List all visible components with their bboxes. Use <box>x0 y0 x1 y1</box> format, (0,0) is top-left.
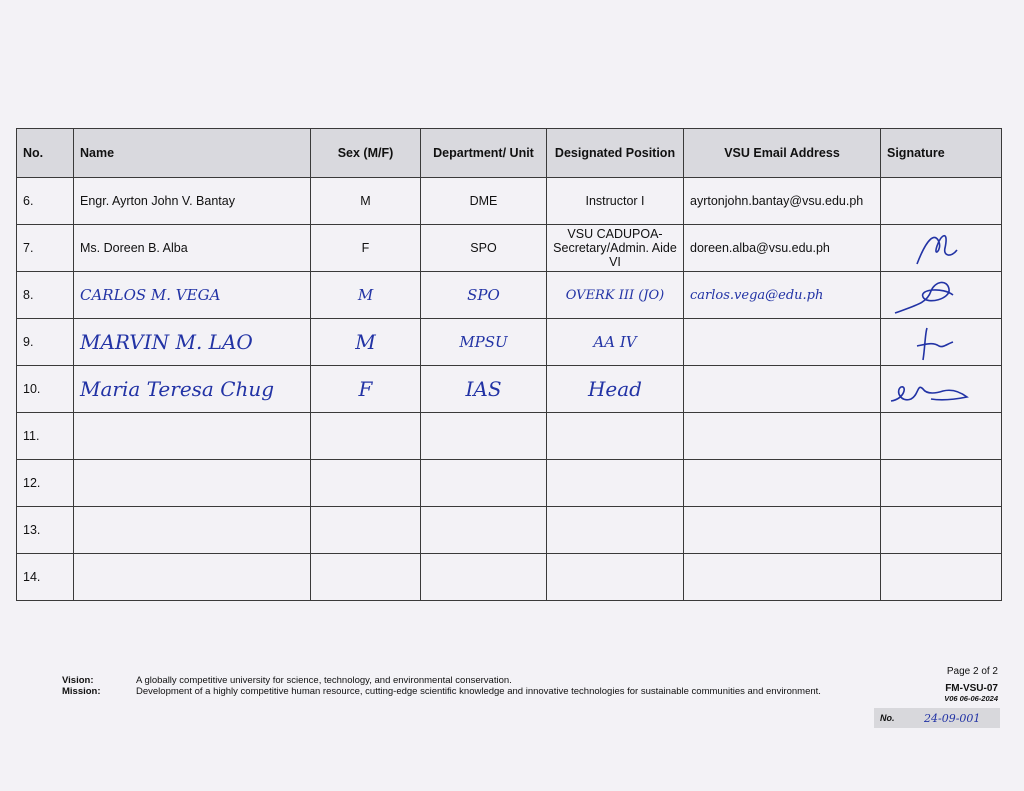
attendee-department <box>421 507 547 554</box>
attendee-sex: F <box>311 225 421 272</box>
attendee-sex <box>311 507 421 554</box>
attendee-position: Head <box>547 366 684 413</box>
page-info <box>944 666 998 703</box>
attendee-email: doreen.alba@vsu.edu.ph <box>684 225 881 272</box>
attendee-position <box>547 507 684 554</box>
header-name: Name <box>74 129 311 178</box>
attendee-name <box>74 413 311 460</box>
header-signature: Signature <box>881 129 1002 178</box>
attendee-position <box>547 460 684 507</box>
attendee-email: ayrtonjohn.bantay@vsu.edu.ph <box>684 178 881 225</box>
table-row <box>17 554 1002 601</box>
row-number: 12. <box>17 460 74 507</box>
attendee-name <box>74 554 311 601</box>
attendee-name: MARVIN M. LAO <box>74 319 311 366</box>
attendee-signature <box>881 225 1002 272</box>
header-no: No. <box>17 129 74 178</box>
attendee-email <box>684 507 881 554</box>
row-number: 13. <box>17 507 74 554</box>
control-number-value: 24-09-001 <box>924 711 981 725</box>
attendee-department: SPO <box>421 272 547 319</box>
vision-label: Vision: <box>62 675 94 686</box>
attendee-sex <box>311 460 421 507</box>
attendee-department: SPO <box>421 225 547 272</box>
row-number: 11. <box>17 413 74 460</box>
table-row <box>17 225 1002 272</box>
row-number: 10. <box>17 366 74 413</box>
control-number-box <box>874 708 1000 728</box>
attendee-department: DME <box>421 178 547 225</box>
row-number: 8. <box>17 272 74 319</box>
handwritten-signature-icon <box>887 369 987 409</box>
attendee-department: IAS <box>421 366 547 413</box>
attendee-email <box>684 554 881 601</box>
attendance-table <box>16 128 1002 601</box>
attendee-signature <box>881 413 1002 460</box>
attendee-email <box>684 413 881 460</box>
attendee-sex: M <box>311 178 421 225</box>
vision-row <box>62 675 826 686</box>
attendee-position: Instructor I <box>547 178 684 225</box>
attendee-name: Engr. Ayrton John V. Bantay <box>74 178 311 225</box>
attendee-signature <box>881 178 1002 225</box>
control-number-label: No. <box>880 713 895 723</box>
attendee-sex: F <box>311 366 421 413</box>
attendee-signature <box>881 272 1002 319</box>
attendee-signature <box>881 554 1002 601</box>
header-sex: Sex (M/F) <box>311 129 421 178</box>
header-email: VSU Email Address <box>684 129 881 178</box>
attendee-sex: M <box>311 319 421 366</box>
attendee-name <box>74 507 311 554</box>
attendee-name: Ms. Doreen B. Alba <box>74 225 311 272</box>
handwritten-signature-icon <box>887 228 987 268</box>
mission-text: Development of a highly competitive human resource, cutting-edge scientific knowledge and innovative technologies for sustainable communities and environment. <box>136 686 821 697</box>
table-row <box>17 319 1002 366</box>
header-position: Designated Position <box>547 129 684 178</box>
table-row <box>17 366 1002 413</box>
attendee-email: carlos.vega@edu.ph <box>684 272 881 319</box>
attendee-department <box>421 460 547 507</box>
attendee-sex: M <box>311 272 421 319</box>
handwritten-signature-icon <box>887 322 987 362</box>
vision-text: A globally competitive university for science, technology, and environmental conservation. <box>136 675 512 686</box>
handwritten-signature-icon <box>887 275 987 315</box>
attendee-signature <box>881 460 1002 507</box>
row-number: 7. <box>17 225 74 272</box>
attendee-email <box>684 319 881 366</box>
attendee-email <box>684 460 881 507</box>
attendee-department <box>421 413 547 460</box>
attendee-name: Maria Teresa Chug <box>74 366 311 413</box>
row-number: 6. <box>17 178 74 225</box>
attendee-position <box>547 413 684 460</box>
attendee-sex <box>311 554 421 601</box>
table-row <box>17 507 1002 554</box>
form-code: FM-VSU-07 <box>945 683 998 694</box>
table-header-row <box>17 129 1002 178</box>
header-department: Department/ Unit <box>421 129 547 178</box>
attendee-name: CARLOS M. VEGA <box>74 272 311 319</box>
row-number: 14. <box>17 554 74 601</box>
attendee-position: VSU CADUPOA-Secretary/Admin. Aide VI <box>547 225 684 272</box>
attendee-signature <box>881 507 1002 554</box>
form-version: V06 06-06-2024 <box>944 694 998 703</box>
attendee-department: MPSU <box>421 319 547 366</box>
attendee-sex <box>311 413 421 460</box>
table-row <box>17 460 1002 507</box>
attendee-email <box>684 366 881 413</box>
table-row <box>17 413 1002 460</box>
table-row <box>17 272 1002 319</box>
attendee-signature <box>881 319 1002 366</box>
attendee-name <box>74 460 311 507</box>
mission-row <box>62 686 826 697</box>
attendee-department <box>421 554 547 601</box>
row-number: 9. <box>17 319 74 366</box>
attendee-position <box>547 554 684 601</box>
footer-statements <box>62 675 826 697</box>
attendee-position: OVERK III (JO) <box>547 272 684 319</box>
attendee-position: AA IV <box>547 319 684 366</box>
attendee-signature <box>881 366 1002 413</box>
page-number: Page 2 of 2 <box>946 666 998 677</box>
table-row <box>17 178 1002 225</box>
mission-label: Mission: <box>62 686 101 697</box>
